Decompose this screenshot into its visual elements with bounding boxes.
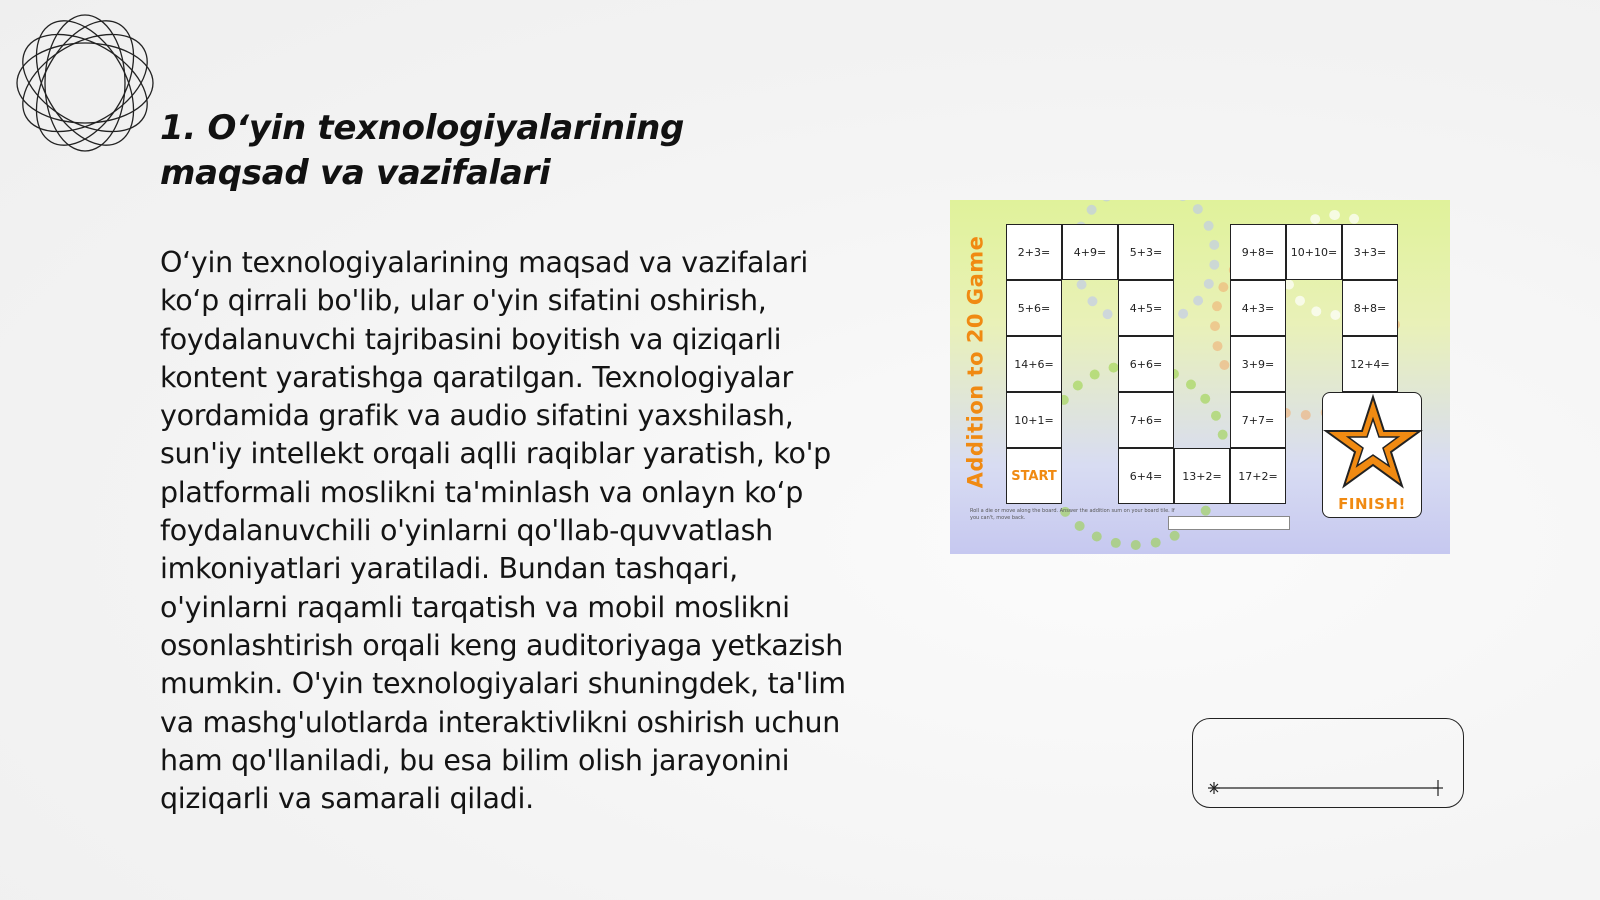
game-cell: 6+6= xyxy=(1118,336,1174,392)
start-cell: START xyxy=(1006,448,1062,504)
game-cell: 10+1= xyxy=(1006,392,1062,448)
game-instructions: Roll a die or move along the board. Answer the addition sum on your board tile. If you can't, move back. xyxy=(970,508,1175,521)
decorative-frame xyxy=(1192,718,1464,808)
game-cell: 4+5= xyxy=(1118,280,1174,336)
answer-line xyxy=(1168,516,1290,530)
game-cell: 3+9= xyxy=(1230,336,1286,392)
game-cell: 12+4= xyxy=(1342,336,1398,392)
game-title: Addition to 20 Game xyxy=(963,235,988,489)
slide-title: 1. O‘yin texnologiyalarining maqsad va vazifalari xyxy=(160,108,685,193)
game-cell: 8+8= xyxy=(1342,280,1398,336)
game-cell: 5+3= xyxy=(1118,224,1174,280)
slide-body-text: O‘yin texnologiyalarining maqsad va vazifalari ko‘p qirrali bo'lib, ular o'yin sifatini oshirish, foydalanuvchi tajribasini boyitish va qiziqarli kontent yaratishga qaratilgan. Texnologiyalar yordamida grafik va audio sifatini yaxshilash, sun'iy intellekt orqali aqlli raqiblar yaratish, ko'p platformali moslikni ta'minlash va onlayn ko‘p foydalanuvchili o'yinlarni qo'llab-quvvatlash imkoniyatlari yaratiladi. Bundan tashqari, o'yinlarni raqamli tarqatish va mobil moslikni osonlashtirish orqali keng auditoriyaga yetkazish mumkin. O'yin texnologiyalari shuningdek, ta'lim va mashg'ulotlarda interaktivlikni oshirish uchun ham qo'llaniladi, bu esa bilim olish jarayonini qiziqarli va samarali qiladi. xyxy=(160,246,846,816)
finish-label: FINISH! xyxy=(1338,495,1406,513)
game-cell: 13+2= xyxy=(1174,448,1230,504)
game-cell: 7+7= xyxy=(1230,392,1286,448)
game-cell: 7+6= xyxy=(1118,392,1174,448)
spirograph-ornament-icon xyxy=(10,8,160,158)
game-cell: 14+6= xyxy=(1006,336,1062,392)
game-cell: 2+3= xyxy=(1006,224,1062,280)
game-cell: 4+9= xyxy=(1062,224,1118,280)
game-cell: 3+3= xyxy=(1342,224,1398,280)
game-cell: 9+8= xyxy=(1230,224,1286,280)
game-cell: 4+3= xyxy=(1230,280,1286,336)
star-icon xyxy=(1323,393,1423,493)
game-cell: 6+4= xyxy=(1118,448,1174,504)
sparkle-icon xyxy=(1208,782,1220,794)
game-cell: 10+10= xyxy=(1286,224,1342,280)
addition-game-image xyxy=(950,200,1450,554)
finish-box xyxy=(1322,392,1422,518)
game-cell: 17+2= xyxy=(1230,448,1286,504)
game-cell: 5+6= xyxy=(1006,280,1062,336)
